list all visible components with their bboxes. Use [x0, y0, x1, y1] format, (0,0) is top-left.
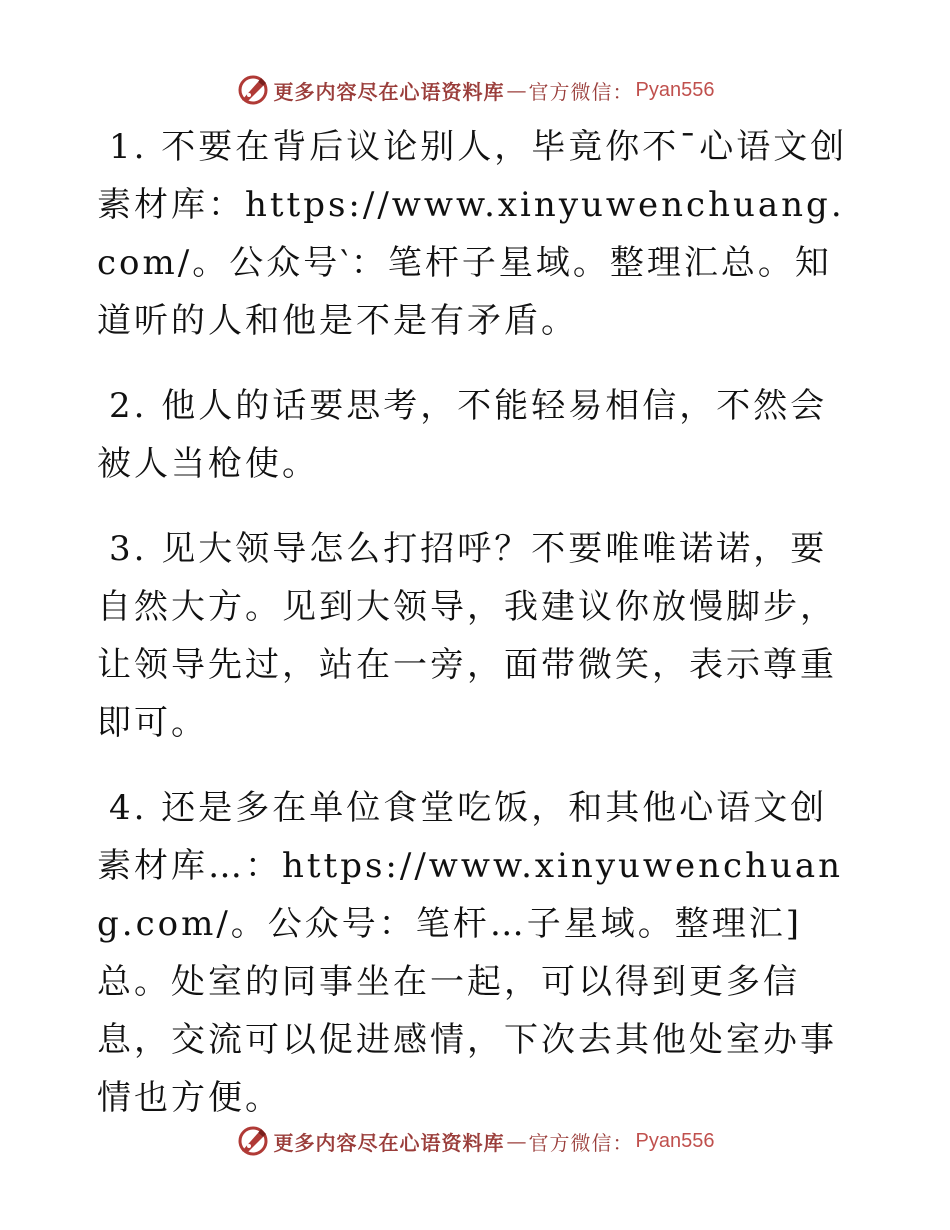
- pen-logo-icon: [236, 73, 270, 107]
- banner-separator: —: [506, 78, 527, 102]
- footer-banner: [0, 1121, 950, 1161]
- banner-title: 更多内容尽在心语资料库: [273, 79, 505, 104]
- document-body: [97, 118, 857, 1154]
- banner-wechat-id: Pyan556: [635, 78, 715, 101]
- banner-wechat-label: 官方微信：: [528, 1130, 634, 1155]
- paragraph-4: 4. 还是多在单位食堂吃饭，和其他心语文创素材库…：https://www.xinyuwenchuang.com/。公众号：笔杆…子星域。整理汇]总。处室的同事坐在一起，可以得到更多信息，交流可以促进感情，下次去其他处室办事情也方便。: [97, 788, 844, 1118]
- banner-wechat-label: 官方微信：: [528, 79, 634, 104]
- banner-separator: —: [506, 1129, 527, 1153]
- banner-wechat-id: Pyan556: [635, 1129, 715, 1152]
- header-banner: [0, 70, 950, 110]
- pen-logo-icon: [236, 1124, 270, 1158]
- paragraph-2: 2. 他人的话要思考，不能轻易相信，不然会被人当枪使。: [97, 386, 828, 484]
- paragraph-1: 1. 不要在背后议论别人，毕竟你不¯心语文创素材库：https://www.xinyuwenchuang.com/。公众号‵：笔杆子星域。整理汇总。知道听的人和他是不是有矛盾。: [97, 127, 848, 341]
- paragraph-3: 3. 见大领导怎么打招呼？不要唯唯诺诺，要自然大方。见到大领导，我建议你放慢脚步，让领导先过，站在一旁，面带微笑，表示尊重即可。: [97, 529, 837, 743]
- banner-title: 更多内容尽在心语资料库: [273, 1130, 505, 1155]
